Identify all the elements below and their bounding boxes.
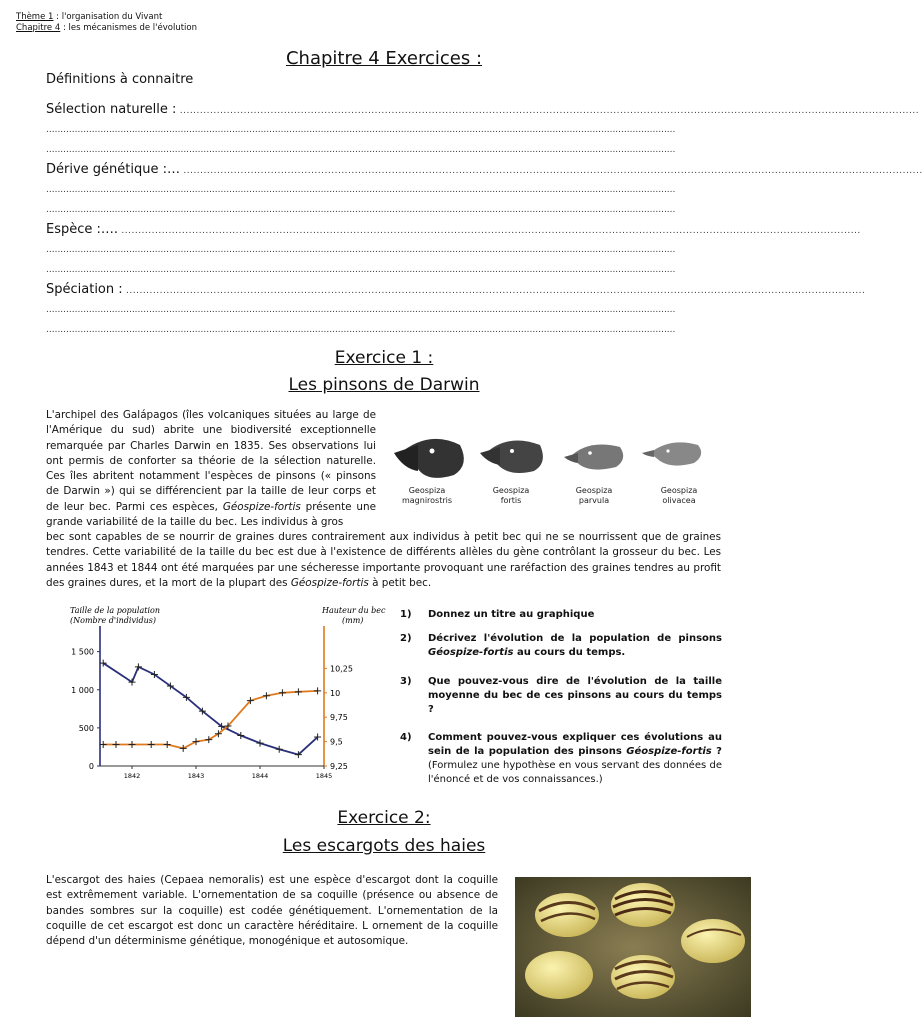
finch-olivacea (642, 442, 701, 465)
data-point (314, 687, 321, 694)
finch-fortis (480, 441, 543, 474)
snail-shell-5 (611, 955, 675, 999)
definition-answer-line[interactable]: ............................................................................................................................................................................................................................ (46, 145, 676, 155)
theme-label: Thème 1 (16, 12, 54, 22)
definition-term-label: Espèce :…. (46, 222, 119, 237)
definition-term-label: Spéciation : (46, 282, 123, 297)
snail-shell-2 (611, 883, 675, 927)
definition-term-1: Dérive génétique :… ............................................................................................................................................................................................................................ (46, 162, 923, 177)
definition-term-label: Dérive génétique :… (46, 162, 180, 177)
y-right-label: Hauteur du bec (322, 606, 386, 615)
theme-text: : l'organisation du Vivant (53, 12, 163, 22)
exercise1-body: bec sont capables de se nourrir de graines dures contrairement aux individus à petit bec qui ne se nourrissent que de graines tendres. Cette variabilité de la taille du bec est due à l'existence de différents allèles du gène contrôlant la grosseur du bec. Les années 1843 et 1844 ont été marquées par une sécheresse importante provoquant une raréfaction des graines tendres au profit des graines dures, et la mort de la plupart des Géospize-fortis à petit bec. (46, 531, 721, 589)
y-left-tick-label: 1 500 (71, 647, 94, 657)
definition-term-0: Sélection naturelle : ............................................................................................................................................................................................................................ (46, 102, 920, 117)
exercise2-title: Exercice 2: (337, 808, 431, 828)
x-tick-label: 1845 (315, 772, 333, 780)
finch-illustration (388, 425, 718, 525)
snails-photo (515, 877, 751, 1017)
exercise2-subtitle: Les escargots des haies (282, 836, 486, 856)
y-left-label: Taille de la population (70, 606, 160, 615)
data-point (164, 741, 171, 748)
series-line-population (103, 663, 317, 755)
x-tick-label: 1843 (187, 772, 205, 780)
y-right-tick-label: 10,25 (330, 664, 353, 674)
y-left-tick-label: 500 (78, 723, 94, 733)
snail-shell-1 (535, 893, 599, 937)
data-point (263, 692, 270, 699)
definition-answer-line[interactable]: ............................................................................................................................................................................................................................ (46, 265, 676, 275)
data-point (193, 738, 200, 745)
data-point (148, 741, 155, 748)
data-point (135, 663, 142, 670)
data-point (295, 688, 302, 695)
chapter-text: : les mécanismes de l'évolution (60, 23, 197, 33)
y-right-tick-label: 9,25 (330, 762, 348, 771)
snail-shell-4 (525, 951, 593, 999)
chapter-label: Chapitre 4 (16, 23, 61, 33)
snail-shell-3 (681, 919, 745, 963)
y-right-unit: (mm) (342, 616, 364, 625)
exercise1-intro: L'archipel des Galápagos (îles volcaniques situées au large de l'Amérique du sud) abrite une biodiversité exceptionnelle remarquée par Charles Darwin en 1835. Ses observations lui ont permis de conforter sa théorie de la sélection naturelle. Ces îles abritent notamment l'espèces de pinsons (« pinsons de Darwin ») qui se différencient par la taille de leur corps et de leur bec. Parmi ces espèces, Géospize-fortis présente une grande variabilité de la taille du bec. Les individus à gros (46, 409, 376, 529)
page-header (16, 12, 197, 34)
exercise1-title: Exercice 1 : (334, 348, 434, 368)
data-point (276, 746, 283, 753)
question-2: 2) Décrivez l'évolution de la population de pinsons Géospize-fortis au cours du temps. (400, 633, 722, 658)
definitions-section (46, 70, 923, 340)
question-1: 1) Donnez un titre au graphique (400, 609, 595, 620)
definition-answer-line[interactable]: ............................................................................................................................................................................................................................ (46, 185, 676, 195)
x-tick-label: 1842 (123, 772, 141, 780)
definition-answer-line[interactable]: ............................................................................................................................................................................................................................ (46, 245, 676, 255)
data-point (279, 689, 286, 696)
definition-term-label: Sélection naturelle : (46, 102, 177, 117)
question-3: 3) Que pouvez-vous dire de l'évolution de la taille moyenne du bec de ces pinsons au cours du temps ? (400, 676, 722, 715)
data-point (180, 745, 187, 752)
definition-answer-line[interactable]: ............................................................................................................................................................................................................................ (46, 305, 676, 315)
exercise1-subtitle: Les pinsons de Darwin (288, 375, 480, 395)
finch-parvula (564, 445, 623, 470)
population-beak-chart (60, 604, 386, 790)
bird-label-1: Geospiza fortis (492, 486, 530, 505)
question-4: 4) Comment pouvez-vous expliquer ces évolutions au sein de la population des pinsons Géospize-fortis ? (Formulez une hypothèse en vous servant des données de l'énoncé et de vos connaissances.) (400, 732, 722, 785)
bird-label-3: Geospiza olivacea (660, 486, 698, 505)
y-left-tick-label: 1 000 (71, 685, 94, 695)
y-right-tick-label: 10 (330, 688, 341, 698)
x-tick-label: 1844 (251, 772, 269, 780)
definition-term-2: Espèce :…. ............................................................................................................................................................................................................................ (46, 222, 861, 237)
definition-answer-line[interactable]: ............................................................................................................................................................................................................................ (46, 125, 676, 135)
data-point (257, 740, 264, 747)
finch-magnirostris (394, 439, 464, 478)
data-point (113, 741, 120, 748)
exercise2-paragraph: L'escargot des haies (Cepaea nemoralis) est une espèce d'escargot dont la coquille est extrêmement variable. L'ornementation de sa coquille (présence ou absence de bandes sombres sur la coquille) est codée génétiquement. L'ornementation de la coquille de cet escargot est donc un caractère héréditaire. L ornement de la coquille dépend d'un déterminisme génétique, monogénique et autosomique. (46, 874, 498, 948)
data-point (237, 732, 244, 739)
bird-label-2: Geospiza parvula (575, 486, 613, 505)
y-right-tick-label: 9,5 (330, 737, 343, 747)
y-left-unit: (Nombre d'individus) (70, 616, 157, 625)
main-title: Chapitre 4 Exercices : (285, 48, 483, 69)
bird-label-0: Geospiza magnirostris (401, 486, 453, 505)
definition-term-3: Spéciation : ............................................................................................................................................................................................................................ (46, 282, 866, 297)
y-left-tick-label: 0 (88, 762, 94, 771)
data-point (129, 741, 136, 748)
y-right-tick-label: 9,75 (330, 713, 348, 723)
definition-answer-line[interactable]: ............................................................................................................................................................................................................................ (46, 205, 676, 215)
definition-answer-line[interactable]: ............................................................................................................................................................................................................................ (46, 325, 676, 335)
definitions-heading: Définitions à connaitre (46, 72, 194, 87)
